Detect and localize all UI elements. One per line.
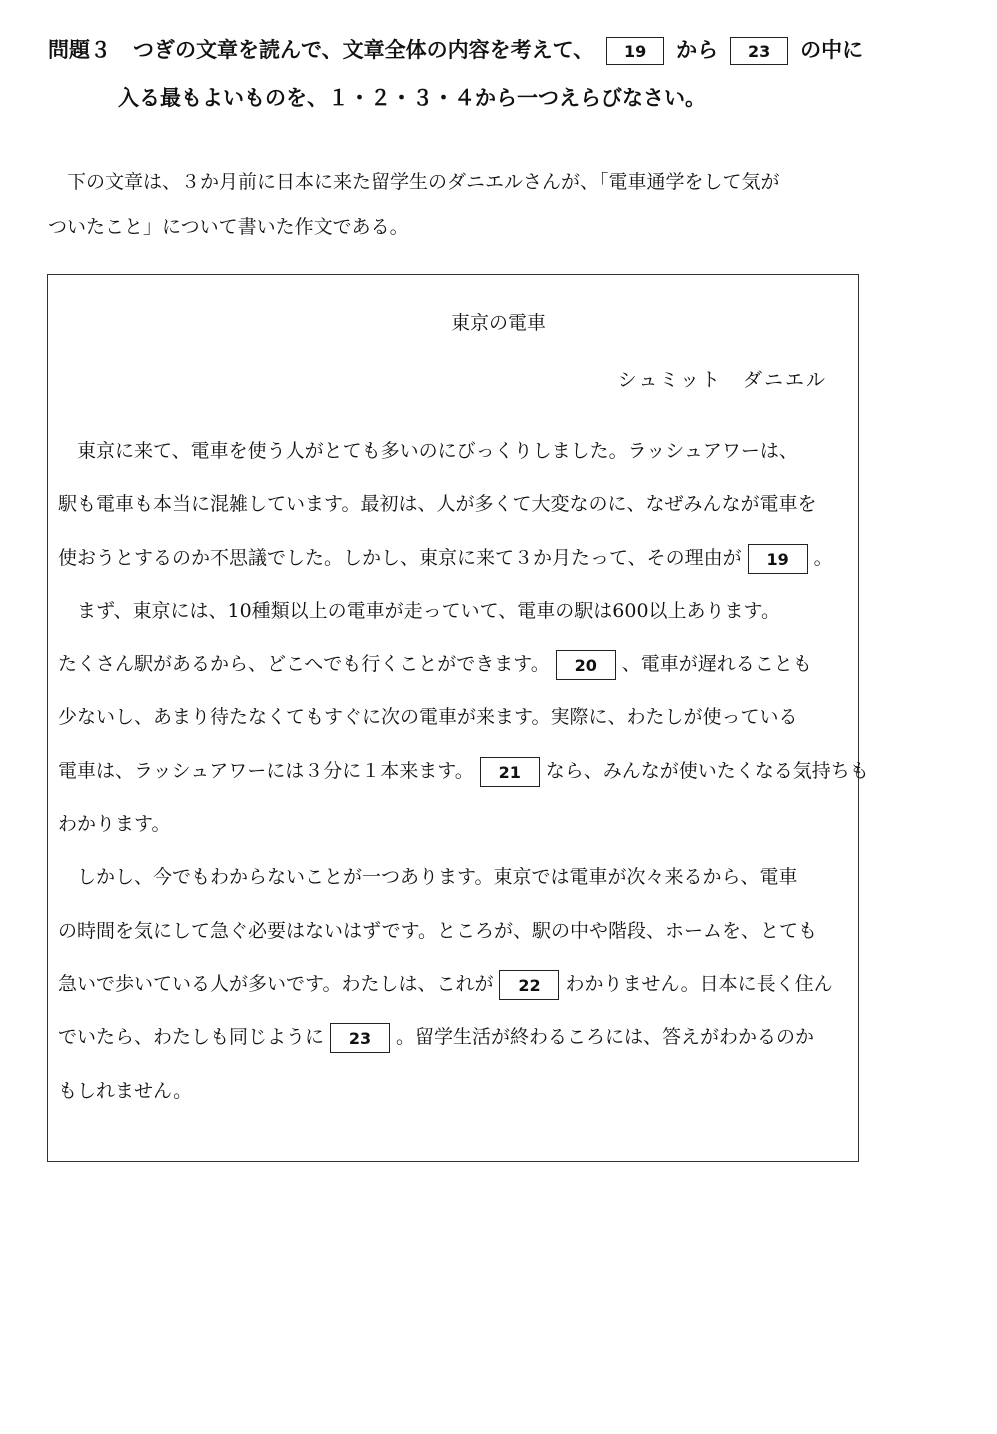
- essay-paragraph-1: [58, 425, 858, 478]
- essay-text: わかりません。日本に長く住ん: [565, 972, 833, 995]
- essay-text: 。留学生活が終わるころには、答えがわかるのか: [396, 1026, 815, 1049]
- instruction-text: から: [676, 38, 719, 62]
- essay-line: の時間を気にして急ぐ必要はないはずです。ところが、駅の中や階段、ホームを、とても: [58, 919, 818, 942]
- blank-box-20: 20: [556, 650, 616, 680]
- blank-range-start-box: 19: [606, 37, 664, 65]
- blank-box-23: 23: [330, 1023, 390, 1053]
- blank-box-21: 21: [480, 757, 540, 787]
- essay-title: 東京の電車: [450, 312, 546, 334]
- instruction-text: つぎの文章を読んで、文章全体の内容を考えて、: [133, 38, 595, 62]
- question-number: 問題３: [48, 38, 111, 62]
- essay-text: なら、みんなが使いたくなる気持ちも: [545, 759, 869, 782]
- essay-line: しかし、今でもわからないことが一つあります。東京では電車が次々来るから、電車: [77, 866, 798, 889]
- essay-body: [58, 425, 869, 1118]
- essay-line: 駅も電車も本当に混雑しています。最初は、人が多くて大変なのに、なぜみんなが電車を: [58, 493, 817, 516]
- essay-line: [58, 745, 869, 798]
- intro-text: [48, 160, 868, 250]
- essay-line: まず、東京には、10種類以上の電車が走っていて、電車の駅は600以上あります。: [77, 599, 781, 622]
- essay-text: 電車は、ラッシュアワーには３分に１本来ます。: [58, 759, 474, 782]
- question-header: [48, 30, 948, 112]
- essay-line: [58, 1011, 858, 1064]
- essay-text: 、電車が遅れることも: [621, 653, 812, 676]
- essay-text: 急いで歩いている人が多いです。わたしは、これが: [58, 972, 494, 995]
- essay-line: 少ないし、あまり待たなくてもすぐに次の電車が来ます。実際に、わたしが使っている: [58, 706, 798, 729]
- essay-line: もしれません。: [58, 1079, 193, 1102]
- blank-box-19: 19: [748, 544, 808, 574]
- question-instruction-line1: [48, 30, 948, 70]
- essay-text: 使おうとするのか不思議でした。しかし、東京に来て３か月たって、その理由が: [58, 546, 742, 569]
- intro-line: 下の文章は、３か月前に日本に来た留学生のダニエルさんが、「電車通学をして気が: [67, 171, 780, 193]
- intro-line: ついたこと」について書いた作文である。: [48, 216, 409, 238]
- essay-line: わかります。: [58, 813, 171, 836]
- essay-paragraph-2: [58, 585, 858, 638]
- question-instruction-line2: 入る最もよいものを、１・２・３・４から一つえらびなさい。: [118, 86, 706, 110]
- essay-text: 。: [813, 546, 833, 569]
- essay-line: [58, 638, 858, 691]
- blank-range-end-box: 23: [730, 37, 788, 65]
- blank-box-22: 22: [499, 970, 559, 1000]
- instruction-text: の中に: [800, 38, 864, 62]
- essay-line: [58, 532, 858, 585]
- essay-line: 東京に来て、電車を使う人がとても多いのにびっくりしました。ラッシュアワーは、: [77, 440, 798, 462]
- essay-text: でいたら、わたしも同じように: [58, 1026, 325, 1049]
- essay-paragraph-3: [58, 851, 858, 904]
- essay-line: [58, 958, 858, 1011]
- essay-author: シュミット ダニエル: [617, 369, 827, 391]
- essay-text: たくさん駅があるから、どこへでも行くことができます。: [58, 653, 550, 676]
